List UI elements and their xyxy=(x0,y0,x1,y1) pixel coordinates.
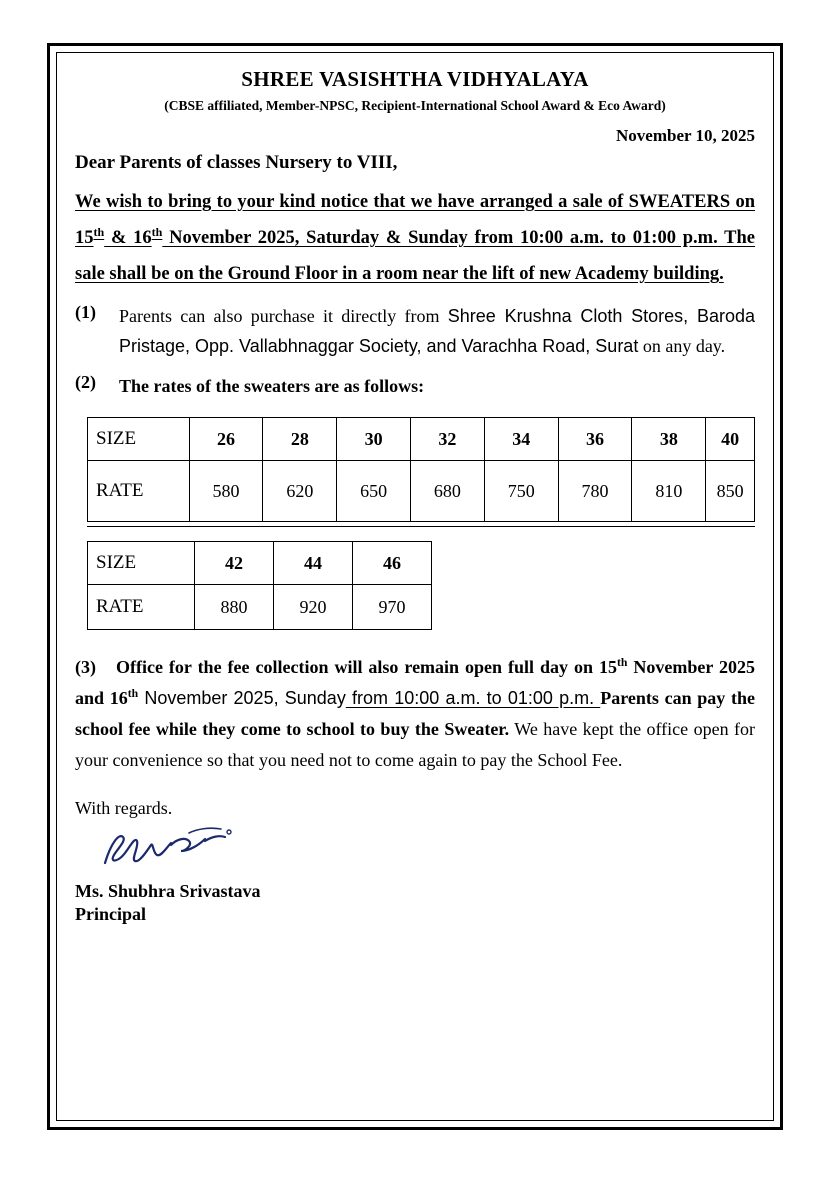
list-item-body-1 xyxy=(119,302,755,361)
notice-sup1: th xyxy=(93,224,105,239)
table-row xyxy=(88,418,755,461)
table2-size-cell: 42 xyxy=(195,542,274,585)
para3-seg2: November 2025 and 16 xyxy=(75,657,756,709)
table-row xyxy=(88,585,432,630)
table1-rate-cell: 580 xyxy=(189,461,263,522)
rates-table-2-wrapper xyxy=(75,541,755,630)
table1-size-label: SIZE xyxy=(88,418,190,461)
list-item-body-2: The rates of the sweaters are as follows: xyxy=(119,375,425,396)
salutation: Dear Parents of classes Nursery to VIII, xyxy=(75,152,398,173)
table1-rate-cell: 810 xyxy=(632,461,706,522)
table2-rate-cell: 970 xyxy=(353,585,432,630)
para3-seg4: from 10:00 a.m. to 01:00 p.m. xyxy=(345,688,601,709)
table2-rate-cell: 920 xyxy=(274,585,353,630)
letter-date: November 10, 2025 xyxy=(616,126,755,145)
para3-sup1: th xyxy=(617,656,628,670)
list-item xyxy=(75,372,755,402)
table1-size-cell: 34 xyxy=(484,418,558,461)
table1-rate-cell: 850 xyxy=(706,461,755,522)
paragraph-3 xyxy=(75,652,755,776)
para3-number: (3) xyxy=(75,657,96,678)
notice-part3: November 2025, Saturday & Sunday from 10:00 a.m. to 01:00 p.m. xyxy=(162,228,718,249)
table1-rate-cell: 780 xyxy=(558,461,632,522)
table2-rate-label: RATE xyxy=(88,585,195,630)
table2-size-cell: 46 xyxy=(353,542,432,585)
table1-rate-cell: 620 xyxy=(263,461,337,522)
table1-rate-cell: 680 xyxy=(411,461,485,522)
section-divider xyxy=(87,526,755,527)
table-row xyxy=(88,461,755,522)
signature-image xyxy=(75,823,755,879)
table1-size-cell: 36 xyxy=(558,418,632,461)
item1-tail: on any day. xyxy=(638,335,726,356)
table-row xyxy=(88,542,432,585)
table1-size-cell: 30 xyxy=(337,418,411,461)
notice-part2: & 16 xyxy=(104,228,152,249)
notice-part1: We wish to bring to your kind notice that we have arranged a sale of SWEATERS on 15 xyxy=(75,192,755,249)
principal-name: Ms. Shubhra Srivastava xyxy=(75,881,261,902)
item1-store: Shree Krushna Cloth Stores, Baroda Pristage, Opp. Vallabhnaggar Society, and Varachha Road, Surat xyxy=(119,306,755,356)
table1-rate-label: RATE xyxy=(88,461,190,522)
table2-size-label: SIZE xyxy=(88,542,195,585)
para3-sup2: th xyxy=(127,687,139,701)
table2-size-cell: 44 xyxy=(274,542,353,585)
table1-size-cell: 28 xyxy=(263,418,337,461)
notice-page xyxy=(47,43,783,1130)
handwritten-signature-icon xyxy=(93,823,253,875)
table1-rate-cell: 650 xyxy=(337,461,411,522)
item1-lead: Parents can also purchase it directly from xyxy=(119,306,448,327)
principal-title: Principal xyxy=(75,904,146,925)
notice-paragraph xyxy=(75,184,755,292)
rates-table-1 xyxy=(87,417,755,522)
table2-rate-cell: 880 xyxy=(195,585,274,630)
para3-seg6: We have kept the office open for your convenience so that you need not to come again to pay the School Fee. xyxy=(75,719,756,771)
para3-seg3: November 2025, Sunday xyxy=(138,688,346,709)
school-affiliation: (CBSE affiliated, Member-NPSC, Recipient-International School Award & Eco Award) xyxy=(164,98,666,113)
list-item-number-2: (2) xyxy=(75,371,96,392)
notice-part4: The sale shall be on the Ground Floor in a room near the lift of new Academy building. xyxy=(75,228,755,285)
notice-sup2: th xyxy=(151,224,163,239)
table1-size-cell: 26 xyxy=(189,418,263,461)
para3-seg1: Office for the fee collection will also remain open full day on 15 xyxy=(115,657,617,678)
rates-table-2 xyxy=(87,541,432,630)
regards-line: With regards. xyxy=(75,798,173,819)
table1-size-cell: 38 xyxy=(632,418,706,461)
school-name: SHREE VASISHTHA VIDHYALAYA xyxy=(241,67,589,91)
table1-size-cell: 32 xyxy=(411,418,485,461)
table1-rate-cell: 750 xyxy=(484,461,558,522)
list-item-number-1: (1) xyxy=(75,302,96,323)
rates-table-1-wrapper xyxy=(75,417,755,527)
para3-seg5: Parents can pay the school fee while they come to school to buy the Sweater. xyxy=(75,688,755,740)
list-item xyxy=(75,302,755,361)
notice-inner-border xyxy=(56,52,774,1121)
table1-size-cell: 40 xyxy=(706,418,755,461)
